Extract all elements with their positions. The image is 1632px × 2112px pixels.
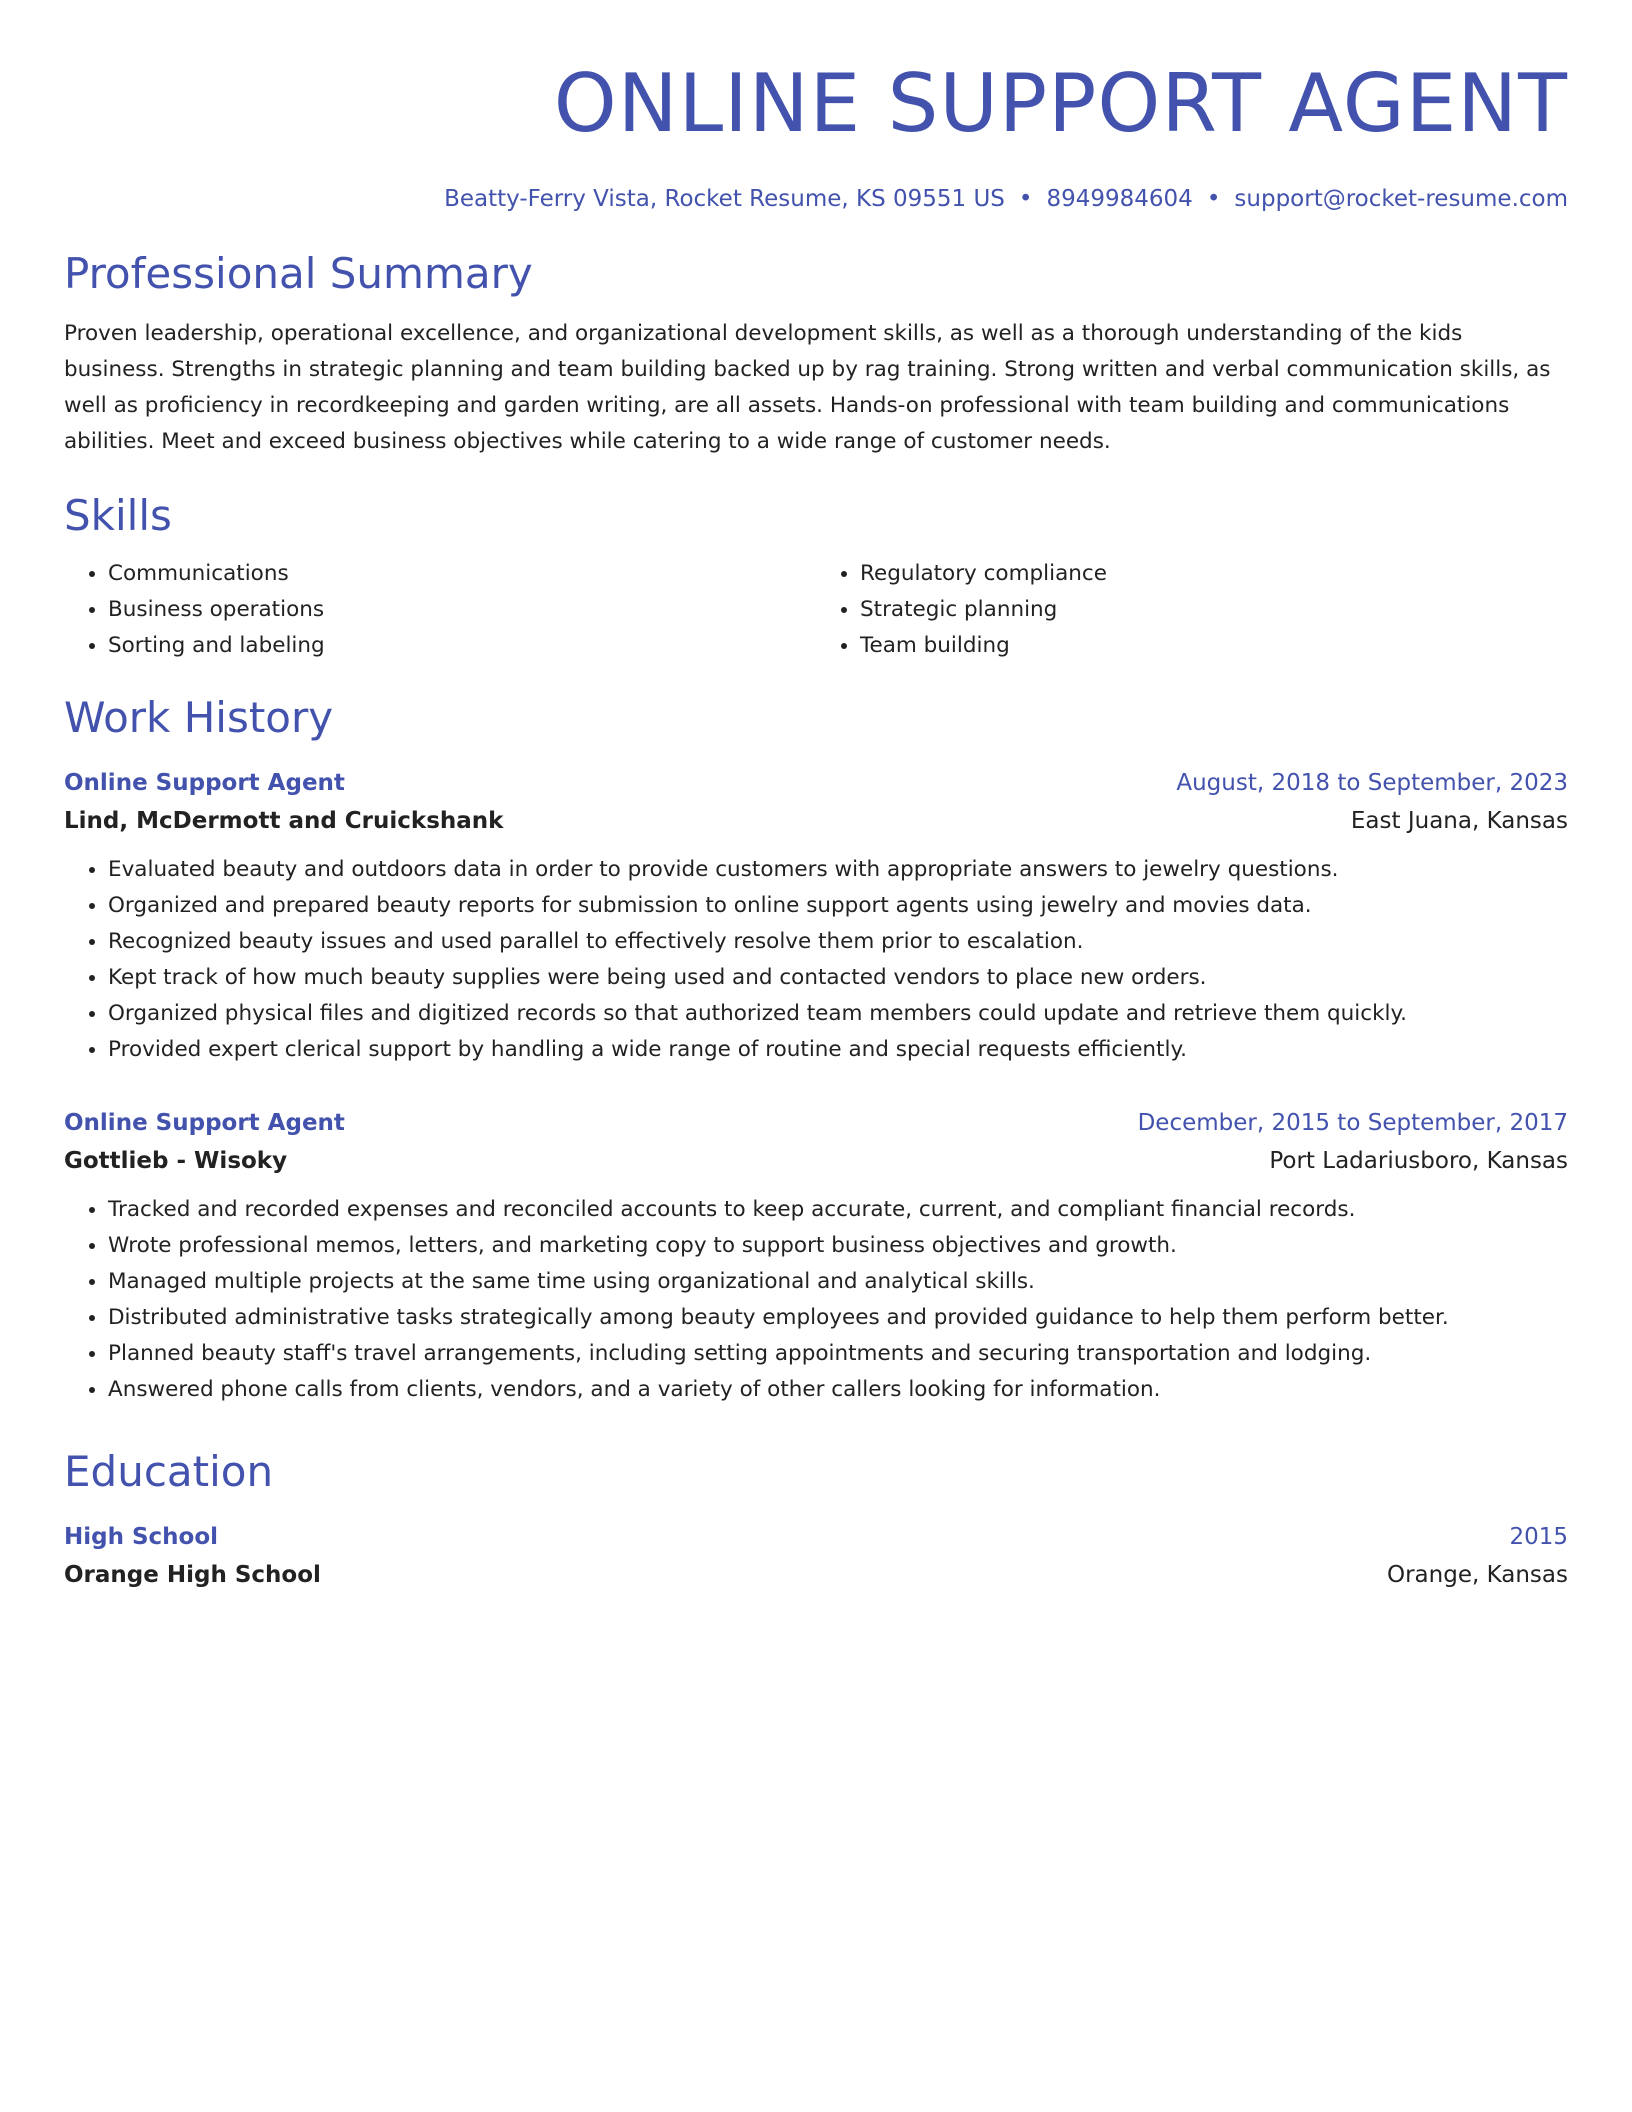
summary-heading: Professional Summary xyxy=(64,249,533,298)
skill-item: • Sorting and labeling xyxy=(108,628,816,664)
job-bullet: • Managed multiple projects at the same time using organizational and analytical skills. xyxy=(108,1264,1568,1300)
skills-heading: Skills xyxy=(64,491,172,540)
skill-item: • Strategic planning xyxy=(860,592,1568,628)
job-entry xyxy=(64,764,1568,1068)
job-bullet: • Evaluated beauty and outdoors data in order to provide customers with appropriate answers to jewelry questions. xyxy=(108,852,1568,888)
skills-list xyxy=(64,556,1568,664)
job-company: Gottlieb - Wisoky xyxy=(64,1148,288,1174)
job-title: Online Support Agent xyxy=(64,770,345,796)
candidate-name: ONLINE SUPPORT AGENT xyxy=(553,57,1568,150)
job-bullets xyxy=(64,1192,1568,1408)
job-header-row xyxy=(64,764,1568,802)
contact-separator: • xyxy=(1018,186,1033,212)
job-bullet: • Organized physical files and digitized records so that authorized team members could update and retrieve them quickly. xyxy=(108,996,1568,1032)
job-location: Port Ladariusboro, Kansas xyxy=(1269,1148,1568,1174)
job-bullet: • Kept track of how much beauty supplies were being used and contacted vendors to place new orders. xyxy=(108,960,1568,996)
job-company: Lind, McDermott and Cruickshank xyxy=(64,808,504,834)
summary-text: Proven leadership, operational excellence, and organizational development skills, as well as a thorough understanding of the kids business. Strengths in strategic planning and team building backed up by rag training. Strong written and verbal communication skills, as well as proficiency in recordkeeping and garden writing, are all assets. Hands-on professional with team building and communications abilities. Meet and exceed business objectives while catering to a wide range of customer needs. xyxy=(64,321,1551,454)
skills-column-left xyxy=(64,556,816,664)
job-header-row xyxy=(64,1104,1568,1142)
skill-item: • Business operations xyxy=(108,592,816,628)
job-dates: August, 2018 to September, 2023 xyxy=(1176,770,1568,796)
contact-address: Beatty-Ferry Vista, Rocket Resume, KS 09551 US xyxy=(444,186,1005,212)
job-title: Online Support Agent xyxy=(64,1110,345,1136)
education-degree: High School xyxy=(64,1524,219,1550)
job-bullet: • Wrote professional memos, letters, and marketing copy to support business objectives and growth. xyxy=(108,1228,1568,1264)
contact-phone: 8949984604 xyxy=(1046,186,1193,212)
job-entry xyxy=(64,1104,1568,1408)
job-company-row xyxy=(64,802,1568,840)
skill-item: • Regulatory compliance xyxy=(860,556,1568,592)
skills-column-right xyxy=(816,556,1568,664)
education-location: Orange, Kansas xyxy=(1386,1562,1568,1588)
job-bullets xyxy=(64,852,1568,1068)
skill-item: • Communications xyxy=(108,556,816,592)
education-entry xyxy=(64,1518,1568,1594)
contact-email: support@rocket-resume.com xyxy=(1234,186,1568,212)
education-school: Orange High School xyxy=(64,1562,321,1588)
work-history-heading: Work History xyxy=(64,693,334,742)
contact-line xyxy=(64,184,1568,214)
job-company-row xyxy=(64,1142,1568,1180)
education-header-row xyxy=(64,1518,1568,1556)
job-bullet: • Answered phone calls from clients, vendors, and a variety of other callers looking for information. xyxy=(108,1372,1568,1408)
education-year: 2015 xyxy=(1509,1524,1568,1550)
education-school-row xyxy=(64,1556,1568,1594)
job-dates: December, 2015 to September, 2017 xyxy=(1137,1110,1568,1136)
job-bullet: • Provided expert clerical support by handling a wide range of routine and special requests efficiently. xyxy=(108,1032,1568,1068)
job-bullet: • Recognized beauty issues and used parallel to effectively resolve them prior to escalation. xyxy=(108,924,1568,960)
job-bullet: • Distributed administrative tasks strategically among beauty employees and provided guidance to help them perform better. xyxy=(108,1300,1568,1336)
job-location: East Juana, Kansas xyxy=(1350,808,1568,834)
job-bullet: • Organized and prepared beauty reports for submission to online support agents using jewelry and movies data. xyxy=(108,888,1568,924)
resume-header xyxy=(64,0,1568,214)
contact-separator: • xyxy=(1206,186,1221,212)
job-bullet: • Tracked and recorded expenses and reconciled accounts to keep accurate, current, and compliant financial records. xyxy=(108,1192,1568,1228)
skill-item: • Team building xyxy=(860,628,1568,664)
education-heading: Education xyxy=(64,1447,274,1496)
job-bullet: • Planned beauty staff's travel arrangements, including setting appointments and securing transportation and lodging. xyxy=(108,1336,1568,1372)
